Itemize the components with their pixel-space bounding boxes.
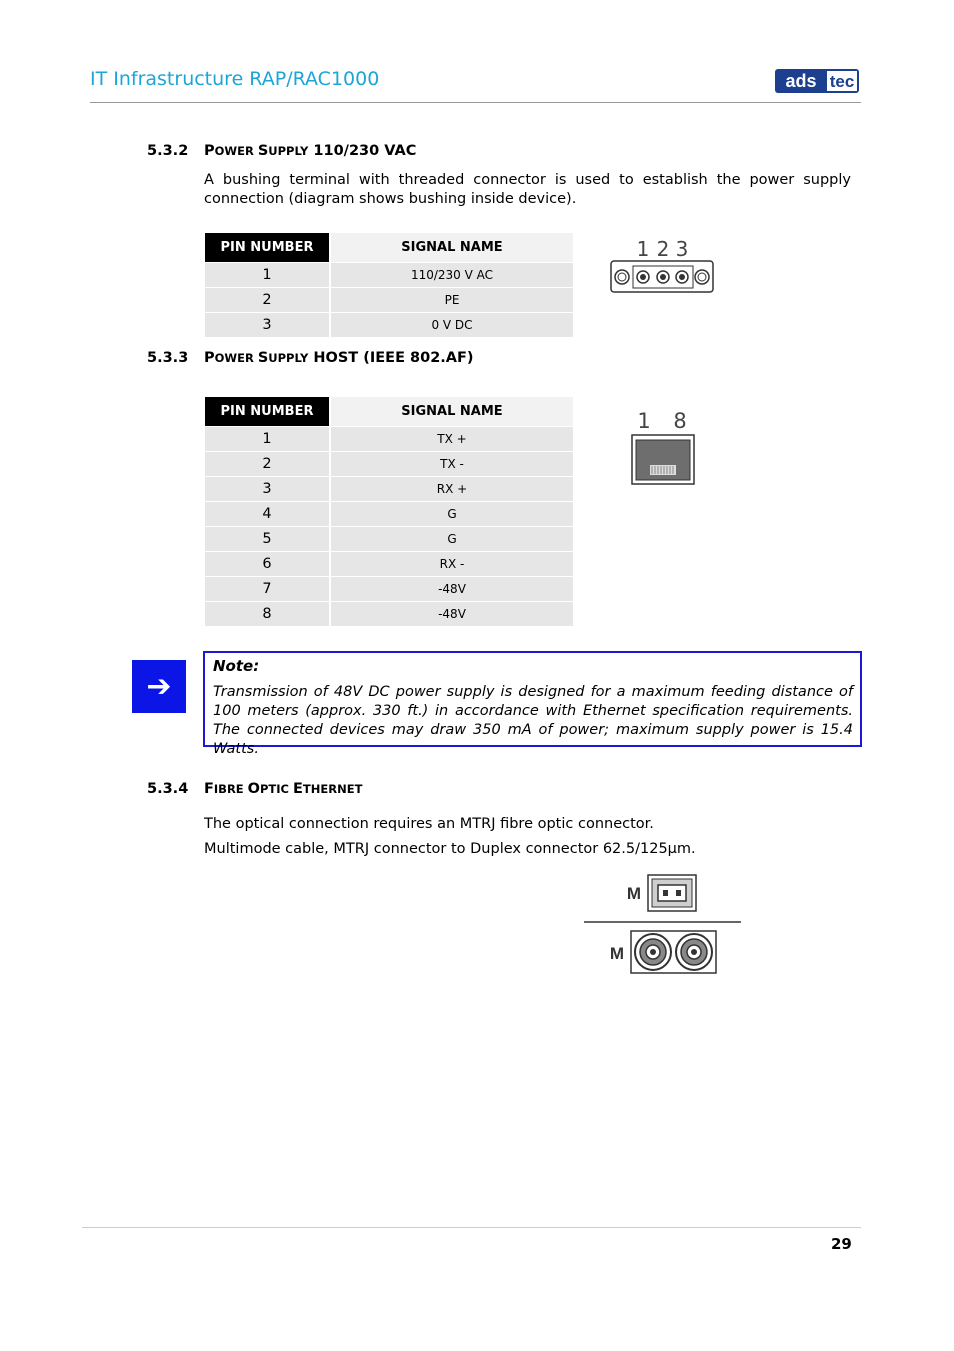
pin-table-poe — [205, 397, 573, 627]
column-header-pin: PIN NUMBER — [205, 397, 331, 427]
pin-cell: 7 — [205, 577, 331, 602]
rj45-pin-label-1: 1 — [637, 409, 651, 433]
table-row — [205, 502, 573, 527]
pin-cell: 2 — [205, 288, 331, 313]
column-header-pin: PIN NUMBER — [205, 233, 331, 263]
signal-cell: RX - — [331, 552, 573, 577]
logo-text-ads: ads — [785, 71, 817, 91]
signal-cell: TX + — [331, 427, 573, 452]
logo-text-tec: tec — [829, 72, 855, 91]
column-header-signal: SIGNAL NAME — [331, 233, 573, 263]
note-text: Transmission of 48V DC power supply is designed for a maximum feeding distance of 100 meters (approx. 330 ft.) in accordance with Ethernet specification requirements. The connected devices may draw 350 mA of power; maximum supply power is 15.4 Watts. — [213, 684, 853, 757]
signal-cell: G — [331, 502, 573, 527]
document-title: IT Infrastructure RAP/RAC1000 — [90, 68, 380, 90]
signal-cell: G — [331, 527, 573, 552]
table-row — [205, 288, 573, 313]
ads-tec-logo — [775, 69, 859, 93]
signal-cell: 110/230 V AC — [331, 263, 573, 288]
section-534-text-line2: Multimode cable, MTRJ connector to Duplex connector 62.5/125µm. — [204, 841, 696, 857]
table-row — [205, 602, 573, 627]
section-number-532: 5.3.2 — [147, 143, 189, 159]
pin-table-power-supply — [205, 233, 573, 338]
signal-cell: PE — [331, 288, 573, 313]
table-row — [205, 552, 573, 577]
section-532-text-line1: A bushing terminal with threaded connector is used to establish the power supply — [204, 172, 851, 188]
section-title-533: POWER SUPPLY HOST (IEEE 802.AF) — [204, 350, 474, 366]
pin-label-3: 3 — [675, 237, 689, 261]
signal-cell: -48V — [331, 577, 573, 602]
signal-cell: TX - — [331, 452, 573, 477]
table-row — [205, 263, 573, 288]
pin-label-1: 1 — [636, 237, 650, 261]
table-row — [205, 452, 573, 477]
section-532-text-line2: connection (diagram shows bushing inside device). — [204, 191, 577, 207]
section-title-534: FIBRE OPTIC ETHERNET — [204, 781, 363, 797]
page-number: 29 — [831, 1235, 852, 1253]
signal-cell: RX + — [331, 477, 573, 502]
pin-cell: 3 — [205, 313, 331, 338]
pin-cell: 4 — [205, 502, 331, 527]
pin-cell: 8 — [205, 602, 331, 627]
signal-cell: -48V — [331, 602, 573, 627]
footer-divider — [82, 1227, 861, 1228]
section-534-text-line1: The optical connection requires an MTRJ fibre optic connector. — [204, 816, 654, 832]
pin-cell: 1 — [205, 263, 331, 288]
pin-label-2: 2 — [656, 237, 670, 261]
duplex-label: M — [609, 944, 625, 963]
pin-cell: 1 — [205, 427, 331, 452]
section-number-533: 5.3.3 — [147, 350, 189, 366]
mtrj-label: M — [626, 884, 642, 903]
section-number-534: 5.3.4 — [147, 781, 189, 797]
header-divider — [90, 102, 861, 103]
table-row — [205, 527, 573, 552]
table-row — [205, 577, 573, 602]
table-row — [205, 427, 573, 452]
rj45-connector-diagram — [630, 405, 698, 489]
table-row — [205, 477, 573, 502]
column-header-signal: SIGNAL NAME — [331, 397, 573, 427]
pin-cell: 6 — [205, 552, 331, 577]
note-arrow-icon: ➔ — [132, 660, 186, 713]
rj45-pin-label-8: 8 — [673, 409, 687, 433]
section-title-532: POWER SUPPLY 110/230 VAC — [204, 143, 417, 159]
power-connector-diagram — [608, 236, 716, 296]
pin-cell: 5 — [205, 527, 331, 552]
table-row — [205, 313, 573, 338]
note-title: Note: — [213, 657, 260, 675]
pin-cell: 3 — [205, 477, 331, 502]
fibre-connector-diagram — [584, 872, 744, 978]
signal-cell: 0 V DC — [331, 313, 573, 338]
pin-cell: 2 — [205, 452, 331, 477]
